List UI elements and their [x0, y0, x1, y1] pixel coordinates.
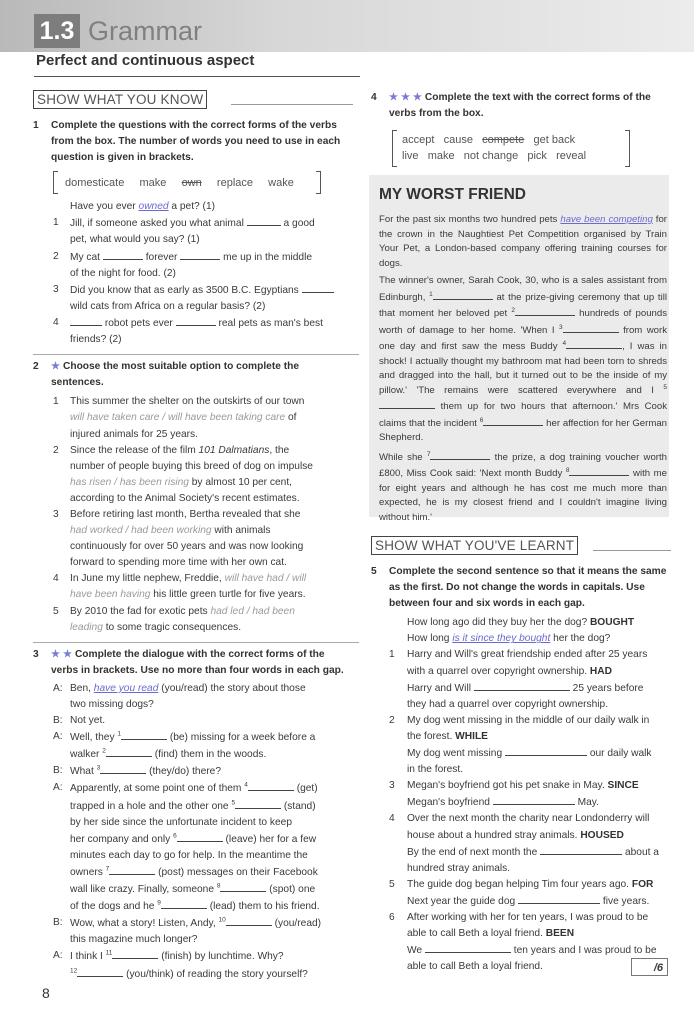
- exercise-5-instruction: 5 Complete the second sentence so that it means the same as the first. Do not change the words in capitals. Use between four and six words in each gap.: [371, 566, 667, 610]
- answer-blank[interactable]: [379, 398, 435, 409]
- speaker-label: B:: [53, 765, 63, 777]
- answer-blank[interactable]: [474, 680, 570, 691]
- dialogue-line: trapped in a hole and the other one $^5$ (stand): [70, 799, 316, 812]
- answer-blank[interactable]: [302, 282, 334, 293]
- story-text: For the past six months two hundred pets have been competing for the crown in the Naughtiest Pet Competition organised by Train Your Pet, a London-based company offering training courses for dogs. The winner's owner, Sarah Cook, 30, who is a sales assistant from Edinburgh, $^1$ at the prize-giving ceremony that up till that moment her beloved pet $^2$ hundreds of pounds worth of damage to her home. 'When I $^3$ from work one day and first saw the mess Buddy $^4$ , I was in shock! I actually thought my bathroom mat had been torn to shreds and dragged into the hall, but it turned out to be the inside of my pillow.' 'The remains were scattered everywhere and I $^5$ them up for two hours that afternoon.' Mrs Cook claims that the incident $^6$ her affection for her German Shepherd. While she $^7$ the prize, a dog training voucher worth £800, Miss Cook said: 'Next month Buddy $^8$ with me for eight years and although he has cost me much more than expected, he is my closest friend and I couldn't imagine living without him.': [379, 214, 667, 523]
- key-word: BEEN: [545, 928, 575, 940]
- option-choice[interactable]: had worked / had been working: [70, 525, 212, 537]
- exercise-1-item: 1 Jill, if someone asked you what animal a good pet, what would you say? (1): [53, 217, 315, 246]
- box-word: live: [402, 150, 419, 163]
- answer-blank[interactable]: [161, 898, 207, 909]
- exercise-1-item: 3 Did you know that as early as 3500 B.C. Egyptians wild cats from Africa on a regular basis? (2): [33, 282, 351, 315]
- dialogue-line: of the dogs and he $^9$ (lead) them to his friend.: [70, 899, 320, 913]
- difficulty-star-icon: ★ ★: [51, 648, 73, 660]
- key-word: FOR: [631, 878, 654, 890]
- box-word-used: compete: [482, 134, 525, 147]
- answer-blank[interactable]: [433, 289, 493, 300]
- answer-blank[interactable]: [483, 415, 543, 426]
- exercise-1-example: Have you ever owned a pet? (1): [70, 201, 215, 213]
- box-word: wake: [268, 177, 294, 190]
- exercise-3-dialogue: [33, 681, 351, 983]
- answer-blank[interactable]: [540, 844, 622, 855]
- exercise-5-item: 1 Harry and Will's great friendship ended after 25 years with a quarrel over copyright ownership. HAD Harry and Will 25 years before they had a quarrel over copyright ownership.: [389, 649, 648, 710]
- exercise-5-item: 4 Over the next month the charity near Londonderry will house about a hundred stray animals. HOUSED By the end of next month the about a hundred stray animals.: [389, 813, 659, 874]
- page-number: 8: [42, 985, 50, 1001]
- story-title: MY WORST FRIEND: [379, 186, 526, 203]
- exercise-5-item: 3 Megan's boyfriend got his pet snake in May. SINCE Megan's boyfriend May.: [389, 780, 639, 809]
- answer-blank[interactable]: [121, 729, 167, 740]
- dialogue-line: $^{12}$ (you/think) of reading the story yourself?: [70, 967, 308, 980]
- option-choice[interactable]: has risen / has been rising: [70, 476, 189, 488]
- dialogue-line: A: Apparently, at some point one of them $^4$ (get): [33, 780, 351, 797]
- exercise-2-item: 5 By 2010 the fad for exotic pets had led / had been leading to some tragic consequences.: [53, 605, 295, 633]
- box-word: not change: [463, 150, 519, 163]
- box-word: cause: [443, 134, 473, 147]
- exercise-1-item: 4 robot pets ever real pets as man's best friends? (2): [53, 316, 323, 346]
- answer-blank[interactable]: [430, 449, 490, 460]
- dialogue-line: by her side since the unfortunate incident to keep: [70, 816, 293, 828]
- answer-blank[interactable]: [100, 763, 146, 774]
- key-word: WHILE: [455, 730, 488, 742]
- dialogue-line: this magazine much longer?: [70, 934, 198, 946]
- option-choice[interactable]: have been having: [70, 589, 151, 601]
- exercise-4-word-box: [392, 130, 630, 170]
- answer-blank[interactable]: [103, 249, 143, 260]
- answer-blank[interactable]: [493, 794, 575, 805]
- option-choice[interactable]: will have taken care / will have been taking care: [70, 412, 286, 424]
- dialogue-line: A: Well, they $^1$ (be) missing for a week before a: [33, 729, 351, 746]
- speaker-label: A:: [53, 682, 63, 694]
- answer-blank[interactable]: [70, 315, 102, 326]
- dialogue-line: her company and only $^6$ (leave) her for a few: [70, 832, 317, 845]
- answer-blank[interactable]: [220, 881, 266, 892]
- unit-number-badge: 1.3: [34, 14, 80, 48]
- answer-blank[interactable]: [566, 338, 622, 349]
- key-word: HOUSED: [580, 829, 624, 841]
- answer-blank[interactable]: [226, 915, 272, 926]
- answer-blank[interactable]: [176, 315, 216, 326]
- exercise-5-example: How long ago did they buy her the dog? BOUGHT How long is it since they bought her the dog?: [407, 617, 635, 645]
- dialogue-line: walker $^2$ (find) them in the woods.: [70, 747, 267, 761]
- exercise-1-item: 2 My cat forever me up in the middle of the night for food. (2): [53, 250, 313, 279]
- answer-blank[interactable]: [235, 798, 281, 809]
- speaker-label: B:: [53, 715, 63, 727]
- answer-blank[interactable]: [248, 780, 294, 791]
- exercise-3-instruction: 3 ★ ★ Complete the dialogue with the correct forms of the verbs in brackets. Use no more than four words in each gap.: [33, 648, 344, 676]
- exercise-4-instruction: 4 ★ ★ ★ Complete the text with the correct forms of the verbs from the box.: [371, 92, 651, 120]
- divider: [33, 354, 359, 355]
- box-word: get back: [533, 134, 576, 147]
- answer-blank[interactable]: [515, 305, 575, 316]
- dialogue-line: two missing dogs?: [70, 699, 154, 710]
- subtitle-underline: [34, 76, 360, 77]
- answer-blank[interactable]: [569, 465, 629, 476]
- exercise-5-item: 6 After working with her for ten years, I was proud to be able to call Beth a loyal friend. BEEN We ten years and I was proud to be able to call Beth a loyal friend.: [389, 911, 657, 973]
- box-word: domesticate: [65, 177, 125, 190]
- divider: [33, 642, 359, 643]
- answer-blank[interactable]: [77, 966, 123, 977]
- answer-blank[interactable]: [112, 948, 158, 959]
- option-choice[interactable]: leading: [70, 621, 103, 633]
- dialogue-line: wall like crazy. Finally, someone $^8$ (spot) one: [70, 882, 316, 896]
- answer-blank[interactable]: [505, 745, 587, 756]
- right-column-lower: [371, 536, 671, 975]
- left-column: [33, 90, 351, 983]
- difficulty-star-icon: ★ ★ ★: [389, 92, 423, 103]
- exercise-2-item: 4 In June my little nephew, Freddie, will have had / will have been having his little green turtle for five years.: [53, 573, 307, 601]
- unit-title: Grammar: [88, 16, 202, 46]
- key-word: SINCE: [607, 780, 639, 792]
- answer-blank[interactable]: [518, 893, 600, 904]
- speaker-label: A:: [53, 782, 63, 794]
- page-subtitle: Perfect and continuous aspect: [36, 52, 255, 69]
- section-head-show-what-youve-learnt: SHOW WHAT YOU'VE LEARNT: [371, 536, 578, 555]
- exercise-5-item: 2 My dog went missing in the middle of our daily walk in the forest. WHILE My dog went missing our daily walk in the forest.: [389, 714, 652, 776]
- exercise-5-item: 5 The guide dog began helping Tim four years ago. FOR Next year the guide dog five years.: [389, 878, 654, 907]
- exercise-2-item: 2 Since the release of the film 101 Dalmatians, the number of people buying this breed of dog on impulse has risen / has been rising by almost 10 per cent, according to the Animal Society's recent estimates.: [53, 444, 313, 504]
- answer-blank[interactable]: [177, 831, 223, 842]
- score-box: /6: [631, 958, 668, 976]
- box-word: accept: [402, 134, 435, 147]
- box-word: reveal: [556, 150, 587, 163]
- box-word-used: own: [181, 177, 202, 190]
- dialogue-line: B: Not yet.: [33, 713, 351, 729]
- speaker-label: B:: [53, 917, 63, 929]
- answer-blank[interactable]: [247, 215, 281, 226]
- right-column: [371, 90, 671, 170]
- dialogue-line: minutes each day to go for help. In the meantime the: [70, 849, 308, 861]
- dialogue-line: B: What $^3$ (they/do) there?: [33, 763, 351, 780]
- answer-blank[interactable]: [425, 942, 511, 953]
- speaker-label: A:: [53, 950, 63, 962]
- difficulty-star-icon: ★: [51, 361, 61, 373]
- exercise-2-instruction: 2 ★ Choose the most suitable option to complete the sentences.: [33, 361, 300, 389]
- box-word: make: [139, 177, 167, 190]
- dialogue-line: B: Wow, what a story! Listen, Andy, $^{10}$ (you/read): [33, 915, 351, 932]
- dialogue-line: owners $^7$ (post) messages on their Facebook: [70, 865, 318, 878]
- exercise-1-instruction: 1 Complete the questions with the correct forms of the verbs from the box. The number of words you need to use in each question is given in brackets.: [33, 120, 341, 164]
- answer-blank[interactable]: [106, 746, 152, 757]
- answer-blank[interactable]: [109, 864, 155, 875]
- exercise-5-items: [371, 647, 671, 975]
- exercise-2-item: 3 Before retiring last month, Bertha revealed that she had worked / had been working with animals continuously for over 50 years and was now looking forward to spending more time with her own cat.: [53, 508, 304, 569]
- answer-blank[interactable]: [563, 322, 619, 333]
- exercise-2-item: 1 This summer the shelter on the outskirts of our town will have taken care / will have been taking care of injured animals for 25 years.: [53, 396, 305, 440]
- key-word: HAD: [589, 665, 612, 677]
- box-word: replace: [216, 177, 253, 190]
- option-choice[interactable]: had led / had been: [210, 605, 295, 617]
- dialogue-line: A: Ben, have you read (you/read) the story about those: [33, 681, 351, 697]
- answer-blank[interactable]: [180, 249, 220, 260]
- dialogue-line: A: I think I $^{11}$ (finish) by lunchtime. Why?: [33, 948, 351, 965]
- exercise-1-word-box: [53, 171, 321, 197]
- box-word: make: [427, 150, 455, 163]
- speaker-label: A:: [53, 731, 63, 743]
- option-choice[interactable]: will have had / will: [224, 573, 307, 585]
- box-word: pick: [527, 150, 547, 163]
- section-head-show-what-you-know: SHOW WHAT YOU KNOW: [33, 90, 207, 109]
